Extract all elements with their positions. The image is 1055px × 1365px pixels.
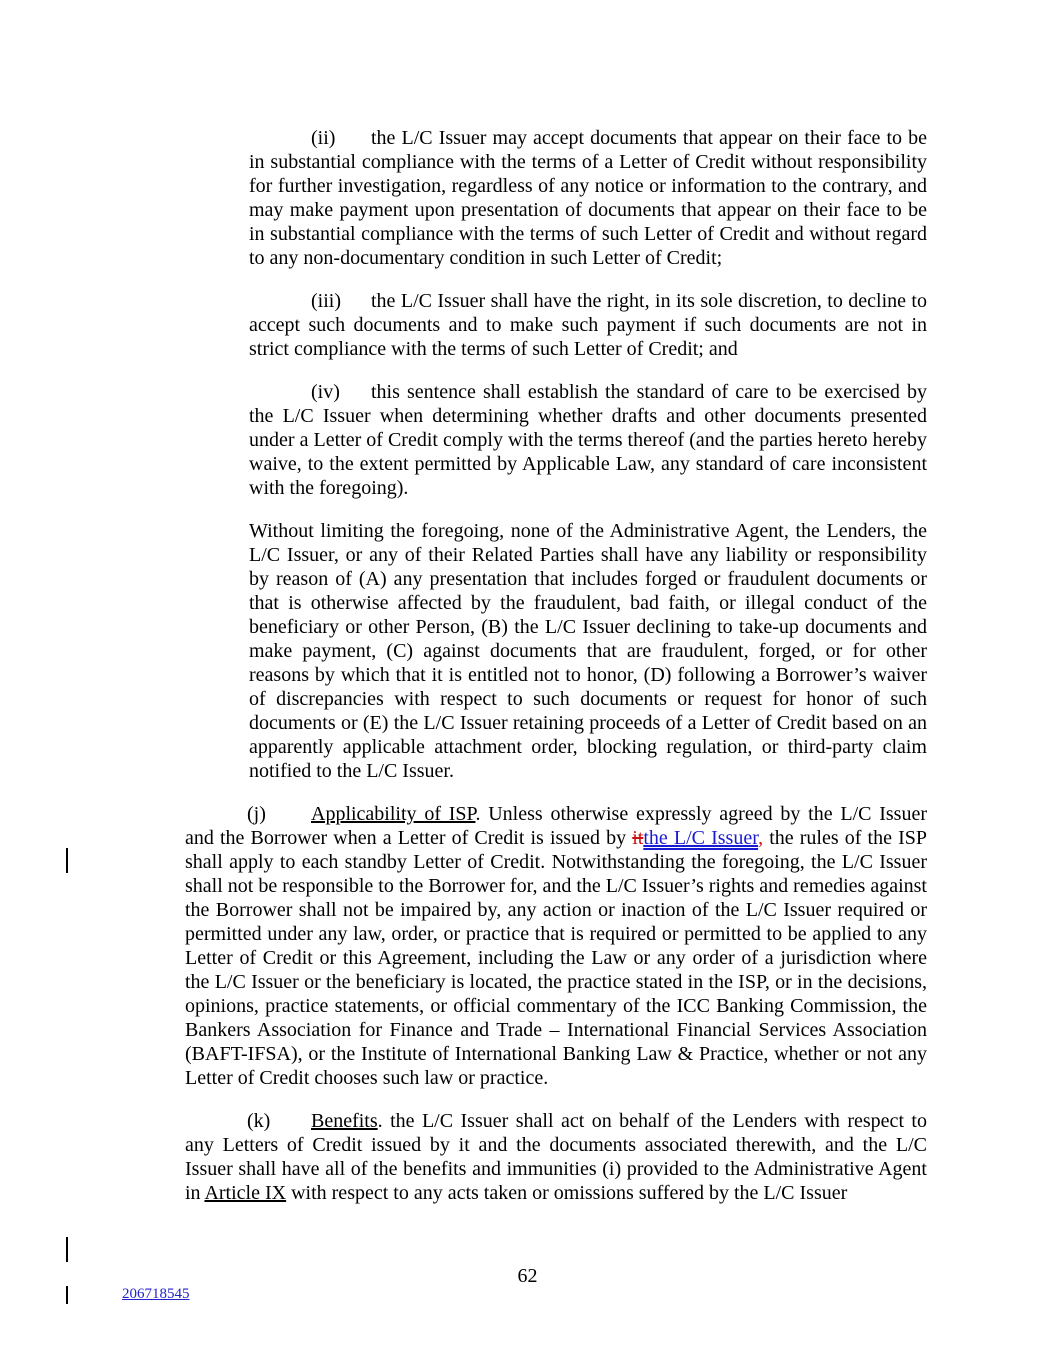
paragraph-ii: [249, 126, 927, 270]
paragraph-without-limiting: [249, 519, 927, 783]
text-run: the L/C Issuer shall have the right, in its sole discretion, to decline to accept such documents and to make such payment if such documents are not in strict compliance with the terms of such Letter of Credit; and: [249, 290, 927, 360]
text-run: with respect to any acts taken or omissions suffered by the L/C Issuer: [286, 1182, 848, 1204]
inserted-text: the L/C Issuer: [643, 827, 759, 849]
revision-change-bar: [66, 848, 68, 873]
text-run: . Unless otherwise expressly agreed by the L/C Issuer and the Borrower when a Letter of Credit is issued by: [185, 803, 928, 849]
deleted-text: it: [632, 827, 644, 849]
underlined-text: Article IX: [204, 1182, 287, 1204]
paragraph-label: (iv): [311, 381, 340, 403]
paragraph-label: (ii): [311, 127, 336, 149]
text-run: the rules of the ISP shall apply to each standby Letter of Credit. Notwithstanding the foregoing, the L/C Issuer shall not be responsible to the Borrower for, and the L/C Issuer’s rights and remedies against the Borrower shall not be impaired by, any action or inaction of the L/C Issuer required or permitted under any law, order, or practice that is required or permitted to be applied to any Letter of Credit or this Agreement, including the Law or any order of a jurisdiction where the L/C Issuer or the beneficiary is located, the practice stated in the ISP, or in the decisions, opinions, practice statements, or official commentary of the ICC Banking Commission, the Bankers Association for Finance and Trade – International Financial Services Association (BAFT-IFSA), or the Institute of International Banking Law & Practice, whether or not any Letter of Credit chooses such law or practice.: [185, 827, 927, 1089]
text-run: this sentence shall establish the standard of care to be exercised by the L/C Issuer when determining whether drafts and other documents presented under a Letter of Credit comply with the terms thereof (and the parties hereto hereby waive, to the extent permitted by Applicable Law, any standard of care inconsistent with the foregoing).: [249, 381, 927, 499]
revision-change-bar: [66, 1237, 68, 1262]
document-body: [185, 126, 927, 1224]
underlined-text: Applicability of ISP: [311, 803, 476, 825]
paragraph-label: (iii): [311, 290, 341, 312]
paragraph-iv: [249, 380, 927, 500]
text-run: Without limiting the foregoing, none of the Administrative Agent, the Lenders, the L/C Issuer, or any of their Related Parties shall have any liability or responsibility by reason of (A) any presentation that includes forged or fraudulent documents or that is otherwise affected by the fraudulent, bad faith, or illegal conduct of the beneficiary or other Person, (B) the L/C Issuer declining to take-up documents and make payment, (C) against documents that are fraudulent, forged, or for other reasons by which that it is entitled not to honor, (D) following a Borrower’s waiver of discrepancies with respect to such documents or request for honor of such documents or (E) the L/C Issuer retaining proceeds of a Letter of Credit based on an apparently applicable attachment order, blocking regulation, or third-party claim notified to the L/C Issuer.: [249, 520, 927, 782]
paragraph-j: [185, 802, 927, 1090]
page-number: 62: [517, 1265, 538, 1287]
text-run: the L/C Issuer may accept documents that appear on their face to be in substantial compliance with the terms of a Letter of Credit without responsibility for further investigation, regardless of any notice or information to the contrary, and may make payment upon presentation of documents that appear on their face to be in substantial compliance with the terms of such Letter of Credit and without regard to any non-documentary condition in such Letter of Credit;: [249, 127, 927, 269]
underlined-text: Benefits: [311, 1110, 378, 1132]
paragraph-k: [185, 1109, 927, 1205]
revision-mark-text: ,: [758, 827, 764, 849]
paragraph-label: (k): [247, 1110, 271, 1132]
revision-change-bar: [66, 1286, 68, 1304]
paragraph-label: (j): [247, 803, 266, 825]
footer-doc-number-link[interactable]: 206718545: [122, 1286, 190, 1302]
text-run: . the L/C Issuer shall act on behalf of the Lenders with respect to any Letters of Credit issued by it and the documents associated therewith, and the L/C Issuer shall have all of the benefits and immunities (i) provided to the Administrative Agent in: [185, 1110, 927, 1204]
paragraph-iii: [249, 289, 927, 361]
